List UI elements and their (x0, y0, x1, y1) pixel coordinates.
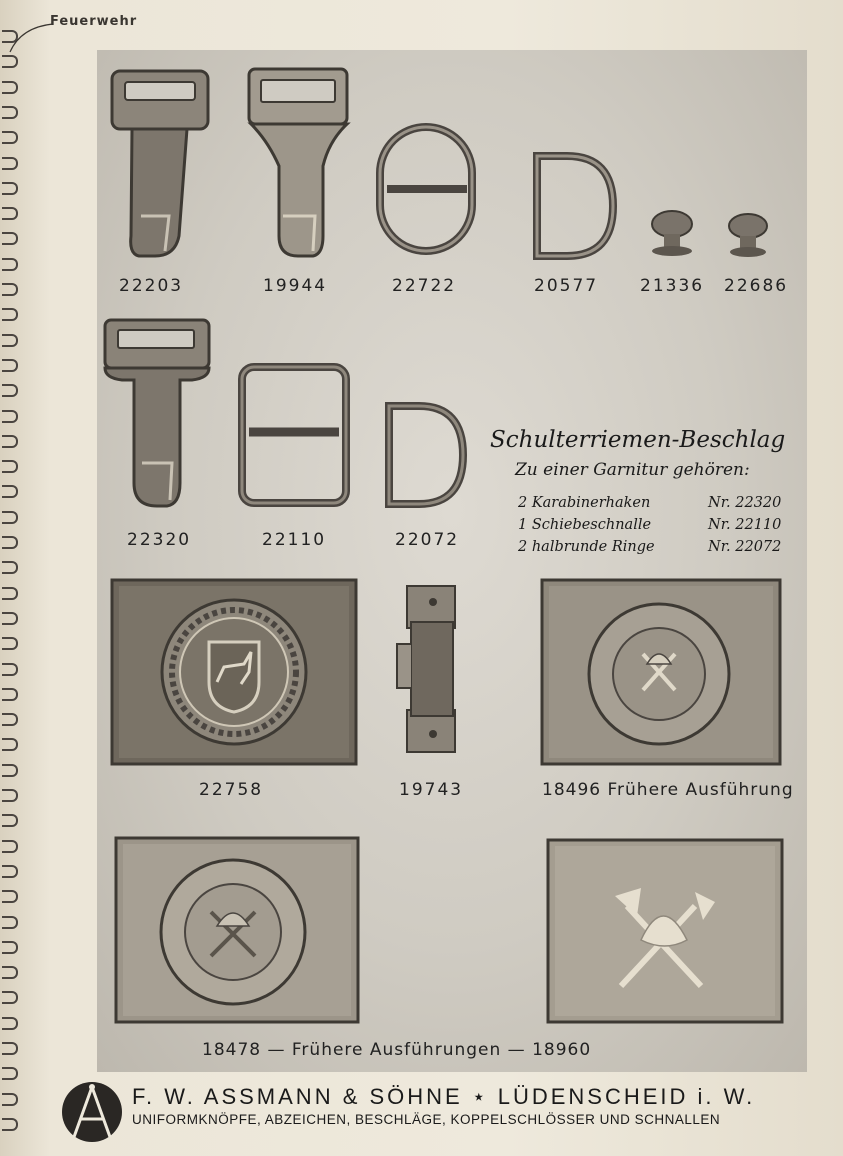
spiral-loop (2, 916, 18, 929)
spiral-loop (2, 612, 18, 625)
spec-row (518, 536, 781, 558)
spiral-loop (2, 511, 18, 524)
shoulder-strap-subtitle: Zu einer Garnitur gehören: (515, 460, 750, 480)
spiral-loop (2, 157, 18, 170)
shoulder-strap-title: Schulterriemen-Beschlag (490, 427, 786, 453)
item-number-22320: 22320 (127, 530, 192, 550)
spiral-loop (2, 410, 18, 423)
spiral-loop (2, 688, 18, 701)
company-logo-icon (60, 1079, 124, 1145)
item-number-22686: 22686 (724, 276, 789, 296)
company-name: F. W. ASSMANN & SÖHNE ⋆ LÜDENSCHEID i. W. (132, 1084, 756, 1109)
spiral-loop (2, 1067, 18, 1080)
spiral-loop (2, 789, 18, 802)
spiral-loop (2, 840, 18, 853)
spec-number: Nr. 22110 (708, 517, 782, 533)
stud-21336 (648, 210, 696, 260)
spiral-loop (2, 764, 18, 777)
item-number-19944: 19944 (263, 276, 328, 296)
spiral-loop (2, 991, 18, 1004)
spiral-loop (2, 814, 18, 827)
spiral-loop (2, 207, 18, 220)
carabiner-hook-22320 (102, 318, 212, 510)
item-number-20577: 20577 (534, 276, 599, 296)
belt-buckle-22758 (109, 572, 359, 768)
item-number-22203: 22203 (119, 276, 184, 296)
spiral-loop (2, 106, 18, 119)
spiral-loop (2, 587, 18, 600)
belt-hook-19743 (389, 582, 461, 757)
spiral-loop (2, 663, 18, 676)
belt-buckle-18960 (545, 836, 785, 1026)
spec-desc: 1 Schiebeschnalle (518, 517, 652, 533)
carabiner-hook-22203 (107, 66, 212, 261)
slide-buckle-22722 (375, 122, 479, 258)
item-number-22072: 22072 (395, 530, 460, 550)
carabiner-hook-19944 (243, 66, 355, 261)
spec-row (518, 514, 781, 536)
d-ring-22072 (379, 400, 469, 510)
item-number-22110: 22110 (262, 530, 327, 550)
item-number-19743: 19743 (399, 780, 464, 800)
spiral-loop (2, 865, 18, 878)
spiral-loop (2, 966, 18, 979)
section-label: Feuerwehr (50, 14, 138, 29)
spiral-loop (2, 384, 18, 397)
item-number-22758: 22758 (199, 780, 264, 800)
d-ring-20577 (527, 150, 619, 262)
spiral-loop (2, 1042, 18, 1055)
spiral-loop (2, 713, 18, 726)
spiral-loop (2, 890, 18, 903)
spiral-loop (2, 460, 18, 473)
spec-row (518, 492, 781, 514)
bottom-caption: 18478 — Frühere Ausführungen — 18960 (202, 1040, 592, 1060)
spec-number: Nr. 22320 (708, 495, 782, 511)
spiral-loop (2, 334, 18, 347)
spiral-loop (2, 1118, 18, 1131)
spiral-binding (0, 30, 20, 1150)
company-products: UNIFORMKNÖPFE, ABZEICHEN, BESCHLÄGE, KOPPELSCHLÖSSER UND SCHNALLEN (132, 1112, 721, 1127)
slide-buckle-22110 (237, 362, 351, 508)
spiral-loop (2, 738, 18, 751)
spiral-loop (2, 182, 18, 195)
spec-desc: 2 halbrunde Ringe (518, 539, 655, 555)
spiral-loop (2, 637, 18, 650)
item-number-22722: 22722 (392, 276, 457, 296)
spiral-loop (2, 232, 18, 245)
spec-number: Nr. 22072 (708, 539, 782, 555)
spiral-loop (2, 536, 18, 549)
spiral-loop (2, 1093, 18, 1106)
spiral-loop (2, 258, 18, 271)
spiral-loop (2, 941, 18, 954)
belt-buckle-18478 (113, 830, 361, 1026)
spiral-loop (2, 1017, 18, 1030)
spiral-loop (2, 359, 18, 372)
spiral-loop (2, 283, 18, 296)
stud-22686 (725, 212, 771, 260)
shoulder-strap-spec-list (518, 492, 781, 558)
spiral-loop (2, 131, 18, 144)
spiral-loop (2, 485, 18, 498)
spiral-loop (2, 308, 18, 321)
spiral-loop (2, 81, 18, 94)
spiral-loop (2, 561, 18, 574)
spec-desc: 2 Karabinerhaken (518, 495, 651, 511)
photo-plate (97, 50, 807, 1072)
item-number-21336: 21336 (640, 276, 705, 296)
item-caption-18496: 18496 Frühere Ausführung (542, 780, 794, 800)
spiral-loop (2, 435, 18, 448)
belt-buckle-18496 (539, 572, 783, 768)
spiral-loop (2, 55, 18, 68)
